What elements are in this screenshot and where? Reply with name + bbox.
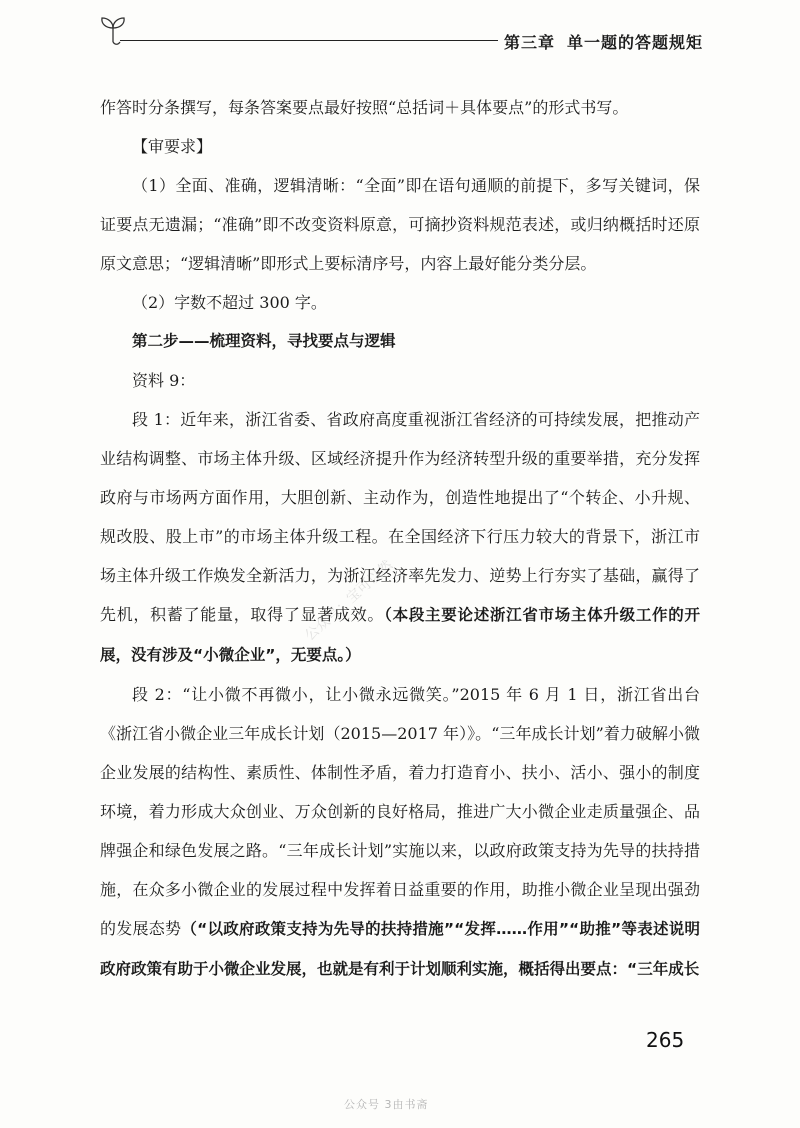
footer-watermark: 公众号 3由书斋 <box>344 1098 429 1111</box>
paragraph-section-1 <box>100 400 700 675</box>
paragraph-requirement-2: （2）字数不超过 300 字。 <box>132 293 327 312</box>
paragraph-intro: 作答时分条撰写，每条答案要点最好按照“总括词＋具体要点”的形式书写。 <box>100 98 629 117</box>
page-number: 265 <box>646 1028 685 1052</box>
section-1-text: 段 1：近年来，浙江省委、省政府高度重视浙江省经济的可持续发展，把推动产业结构调整、市场主体升级、区域经济提升作为经济转型升级的重要举措，充分发挥政府与市场两方面作用，大胆创新、主动作为，创造性地提出了“个转企、小升规、规改股、股上市”的市场主体升级工程。在全国经济下行压力较大的背景下，浙江市场主体升级工作焕发全新活力，为浙江经济率先发力、逆势上行夯实了基础，赢得了先机，积蓄了能量，取得了显著成效。 <box>100 410 700 624</box>
section-1-annotation: （本段主要论述浙江省市场主体升级工作的开展，没有涉及“小微企业”，无要点。） <box>100 606 700 664</box>
section-2-annotation: （“以政府政策支持为先导的扶持措施”“发挥……作用”“助推”等表述说明政府政策有助于小微企业发展，也就是有利于计划顺利实施，概括得出要点：“三年成长 <box>100 920 700 978</box>
diagonal-watermark: 公众号：宝可以然 <box>302 557 396 645</box>
material-label: 资料 9： <box>132 371 196 390</box>
page-header <box>0 0 800 60</box>
section-2-text: 段 2：“让小微不再微小，让小微永远微笑。”2015 年 6 月 1 日，浙江省出台《浙江省小微企业三年成长计划（2015—2017 年）》。“三年成长计划”着力破解小微企业发展的结构性、素质性、体制性矛盾，着力打造育小、扶小、活小、强小的制度环境，着力形成大众创业、万众创新的良好格局，推进广大小微企业走质量强企、品牌强企和绿色发展之路。“三年成长计划”实施以来，以政府政策支持为先导的扶持措施，在众多小微企业的发展过程中发挥着日益重要的作用，助推小微企业呈现出强劲的发展态势 <box>100 685 700 938</box>
page-body <box>100 88 700 989</box>
section-label-requirements: 【审要求】 <box>132 137 213 156</box>
chapter-label: 第三章 <box>504 33 556 52</box>
paragraph-requirement-1: （1）全面、准确，逻辑清晰：“全面”即在语句通顺的前提下，多写关键词，保证要点无遗漏；“准确”即不改变资料原意，可摘抄资料规范表述，或归纳概括时还原原文意思；“逻辑清晰”即形式上要标清序号，内容上最好能分类分层。 <box>100 176 700 273</box>
chapter-heading <box>504 30 715 53</box>
paragraph-section-2 <box>100 675 700 989</box>
step-heading: 第二步——梳理资料，寻找要点与逻辑 <box>132 332 396 350</box>
header-rule <box>120 40 498 41</box>
chapter-title: 单一题的答题规矩 <box>567 33 704 52</box>
